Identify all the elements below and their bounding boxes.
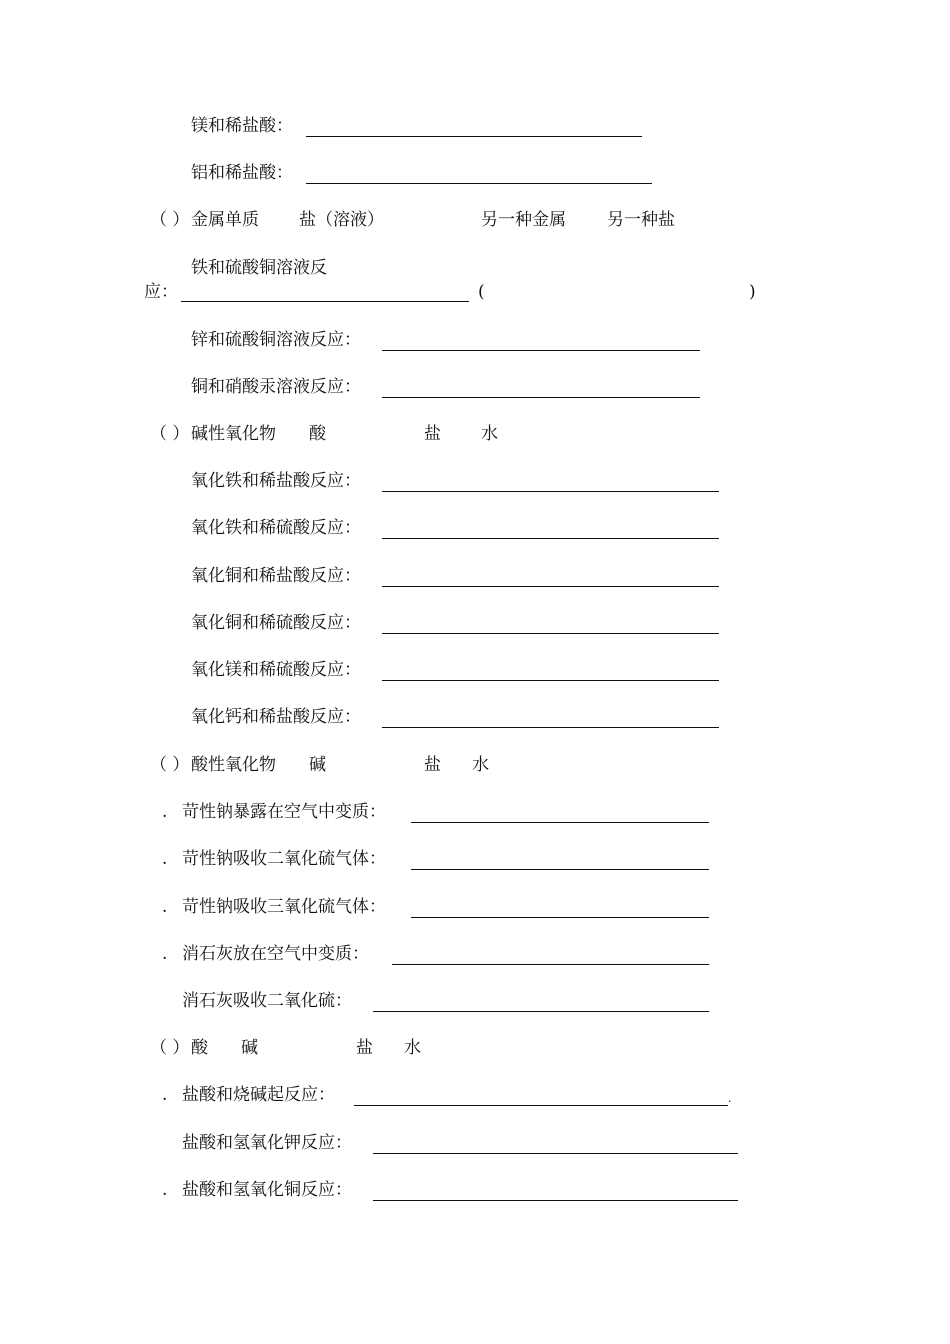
section-term: 碱 <box>241 1038 258 1058</box>
section-term: 酸性氧化物 <box>191 755 276 775</box>
question-label: 应： <box>144 282 178 302</box>
answer-blank[interactable] <box>382 397 700 398</box>
section-term: 盐（溶液） <box>299 210 384 230</box>
section-term: 盐 <box>424 755 441 775</box>
answer-blank[interactable] <box>373 1153 738 1154</box>
section-term: 另一种盐 <box>607 210 675 230</box>
question-label: 苛性钠吸收二氧化硫气体： <box>182 849 386 869</box>
question-number: . <box>162 1180 168 1200</box>
question-label: 锌和硫酸铜溶液反应： <box>191 330 361 350</box>
section-term: 水 <box>472 755 489 775</box>
section-term: 金属单质 <box>191 210 259 230</box>
question-label: 盐酸和氢氧化钾反应： <box>182 1133 352 1153</box>
question-label: 氧化镁和稀硫酸反应： <box>191 660 361 680</box>
question-number: . <box>162 944 168 964</box>
answer-blank[interactable] <box>354 1105 728 1106</box>
section-term: 碱性氧化物 <box>191 424 276 444</box>
answer-blank[interactable] <box>411 917 709 918</box>
section-paren: （ ） <box>150 755 190 775</box>
question-number: . <box>162 1085 168 1105</box>
answer-blank[interactable] <box>392 964 709 965</box>
section-term: 盐 <box>424 424 441 444</box>
answer-blank[interactable] <box>382 491 719 492</box>
question-label: 消石灰放在空气中变质： <box>182 944 369 964</box>
section-term: 另一种金属 <box>481 210 566 230</box>
section-header <box>0 752 950 778</box>
section-term: 酸 <box>191 1038 208 1058</box>
question-label: 氧化铜和稀盐酸反应： <box>191 566 361 586</box>
section-term: 酸 <box>309 424 326 444</box>
section-header <box>0 421 950 447</box>
question-number: . <box>162 897 168 917</box>
section-term: 水 <box>481 424 498 444</box>
section-paren: （ ） <box>150 424 190 444</box>
question-label: 铜和硝酸汞溶液反应： <box>191 377 361 397</box>
question-label: 氧化铜和稀硫酸反应： <box>191 613 361 633</box>
section-term: 盐 <box>356 1038 373 1058</box>
question-label: 苛性钠暴露在空气中变质： <box>182 802 386 822</box>
question-label: 镁和稀盐酸： <box>191 116 293 136</box>
question-label: 盐酸和氢氧化铜反应： <box>182 1180 352 1200</box>
question-label: 氧化铁和稀盐酸反应： <box>191 471 361 491</box>
section-term: 水 <box>404 1038 421 1058</box>
answer-blank[interactable] <box>306 183 652 184</box>
question-label: 氧化钙和稀盐酸反应： <box>191 707 361 727</box>
section-header <box>0 207 950 233</box>
question-label: 氧化铁和稀硫酸反应： <box>191 518 361 538</box>
answer-blank[interactable] <box>181 301 469 302</box>
answer-blank[interactable] <box>382 586 719 587</box>
answer-blank[interactable] <box>382 633 719 634</box>
question-label: 盐酸和烧碱起反应： <box>182 1085 335 1105</box>
answer-blank[interactable] <box>382 680 719 681</box>
answer-blank[interactable] <box>373 1011 709 1012</box>
answer-blank[interactable] <box>382 727 719 728</box>
section-term: 碱 <box>309 755 326 775</box>
open-paren: ( <box>478 282 485 302</box>
question-label: 铁和硫酸铜溶液反 <box>191 258 327 278</box>
answer-blank[interactable] <box>411 822 709 823</box>
question-label: 铝和稀盐酸： <box>191 163 293 183</box>
answer-blank[interactable] <box>382 538 719 539</box>
answer-blank[interactable] <box>382 350 700 351</box>
question-number: . <box>162 849 168 869</box>
answer-blank[interactable] <box>411 869 709 870</box>
question-label: 苛性钠吸收三氧化硫气体： <box>182 897 386 917</box>
question-row <box>0 255 950 281</box>
answer-blank[interactable] <box>306 136 642 137</box>
close-paren: ) <box>749 282 756 302</box>
question-label: 消石灰吸收二氧化硫： <box>182 991 352 1011</box>
section-paren: （ ） <box>150 210 190 230</box>
answer-blank[interactable] <box>373 1200 738 1201</box>
trailing-dot: . <box>728 1092 732 1105</box>
question-number: . <box>162 802 168 822</box>
question-row <box>0 279 950 305</box>
section-paren: （ ） <box>150 1038 190 1058</box>
section-header <box>0 1035 950 1061</box>
